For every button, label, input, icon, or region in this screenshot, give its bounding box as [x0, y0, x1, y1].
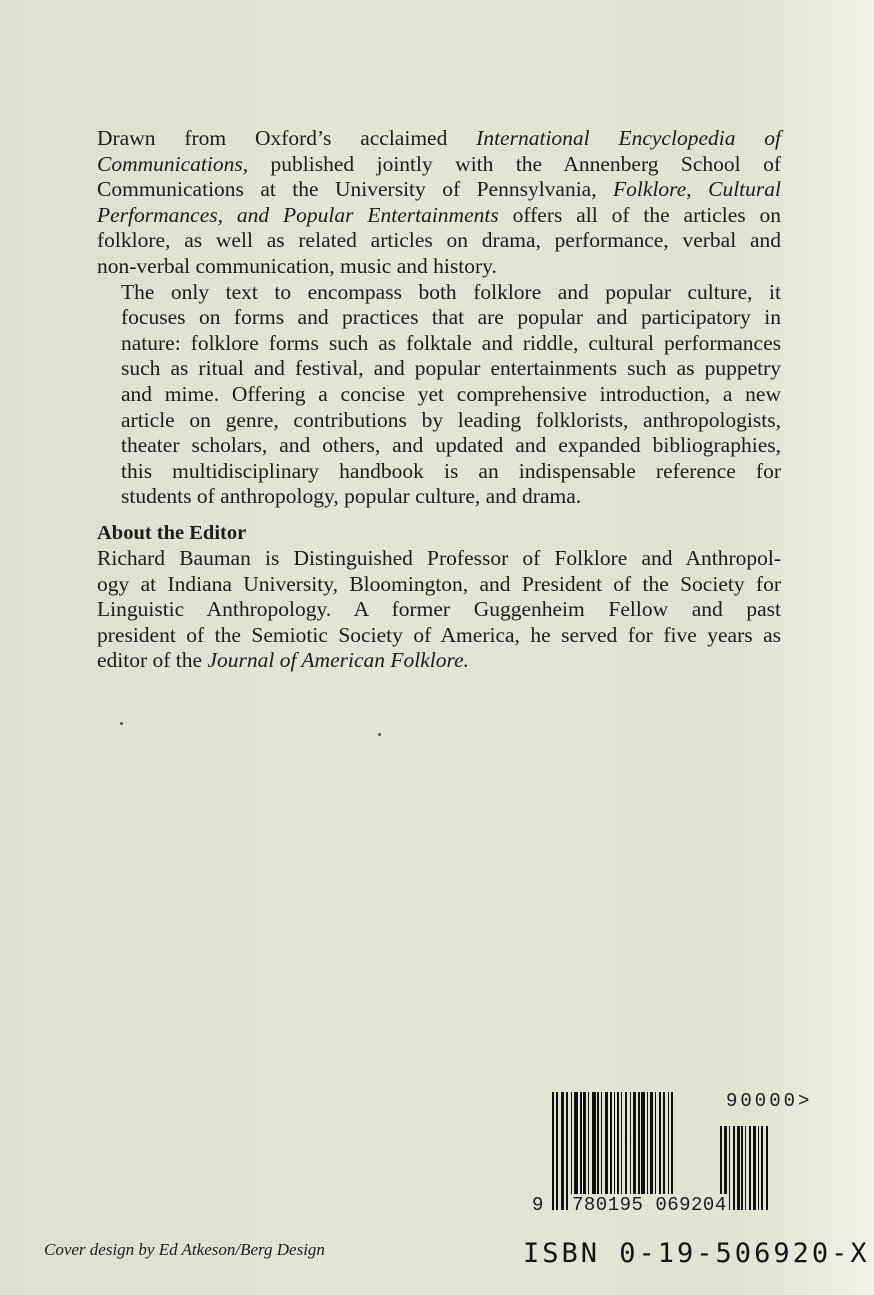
barcode-bar — [671, 1092, 673, 1210]
description-paragraph-1-line — [97, 177, 781, 203]
description-paragraph-1-line — [97, 126, 781, 152]
barcode-bar — [766, 1126, 768, 1210]
description-paragraph-1-line — [97, 203, 781, 229]
barcode-addon-bars — [720, 1126, 800, 1210]
description-paragraph-2-line — [97, 305, 781, 331]
text-run: Linguistic Anthropology. A former Guggenheim Fellow and past — [97, 597, 781, 622]
italic-title-text: International Encyclopedia of — [476, 126, 782, 150]
barcode-main-bars — [552, 1092, 722, 1210]
text-run: focuses on forms and practices that are popular and participatory in — [121, 305, 781, 330]
description-paragraph-2-line — [97, 382, 781, 408]
editor-bio-line — [97, 623, 781, 649]
text-run: The only text to encompass both folklore and popular culture, it — [121, 279, 781, 304]
editor-bio-line — [97, 572, 781, 598]
description-paragraph-2-line — [97, 280, 781, 306]
text-run: article on genre, contributions by leading folklorists, anthropologists, — [121, 407, 781, 432]
description-block — [97, 126, 781, 674]
barcode-first-digit: 9 — [532, 1194, 544, 1216]
description-paragraph-2-line — [97, 459, 781, 485]
description-paragraph-1-line — [97, 152, 781, 178]
italic-title-text: Performances, and Popular Entertainments — [97, 202, 499, 227]
text-run: offers all of the articles on — [498, 202, 781, 227]
description-paragraph-2 — [97, 280, 781, 510]
text-run: such as ritual and festival, and popular entertainments such as puppetry — [121, 356, 781, 381]
description-paragraph-1-line — [97, 228, 781, 254]
about-editor-heading: About the Editor — [97, 521, 247, 544]
italic-title-text: Communications, — [97, 151, 249, 176]
print-speck — [378, 733, 381, 736]
text-run: president of the Semiotic Society of America, he served for five years as — [97, 622, 781, 647]
text-run: and mime. Offering a concise yet comprehensive introduction, a new — [121, 381, 781, 406]
text-run: theater scholars, and others, and updated and expanded bibliographies, — [121, 433, 781, 458]
text-run: Richard Bauman is Distinguished Professor of Folklore and Anthropol- — [97, 545, 781, 570]
text-run: folklore, as well as related articles on drama, performance, verbal and — [97, 228, 781, 253]
barcode-addon-digits: 90000> — [726, 1090, 813, 1112]
text-run: non-verbal communication, music and history. — [97, 253, 497, 278]
barcode — [520, 1090, 820, 1230]
text-run: editor of the — [97, 648, 208, 673]
isbn-number: ISBN 0-19-506920-X — [523, 1238, 870, 1269]
description-paragraph-2-line — [97, 356, 781, 382]
text-run: students of anthropology, popular culture, and drama. — [121, 484, 582, 509]
editor-bio — [97, 546, 781, 674]
text-run: ogy at Indiana University, Bloomington, and President of the Society for — [97, 571, 781, 596]
cover-design-credit: Cover design by Ed Atkeson/Berg Design — [44, 1240, 325, 1259]
text-run: published jointly with the Annenberg School of — [248, 151, 781, 176]
description-paragraph-2-line — [97, 331, 781, 357]
italic-title-text: Folklore, Cultural — [613, 177, 781, 202]
text-run: nature: folklore forms such as folktale and riddle, cultural performances — [121, 330, 781, 355]
description-paragraph-1-line — [97, 254, 781, 280]
description-paragraph-2-line — [97, 433, 781, 459]
description-paragraph-2-line — [97, 408, 781, 434]
description-paragraph-1 — [97, 126, 781, 280]
text-run: this multidisciplinary handbook is an indispensable reference for — [121, 458, 781, 483]
text-run: Drawn from Oxford’s acclaimed — [97, 126, 477, 150]
text-run: Communications at the University of Pennsylvania, — [97, 177, 614, 202]
barcode-digits: 780195 069204 — [572, 1194, 727, 1216]
italic-title-text: Journal of American Folklore. — [207, 648, 469, 673]
description-paragraph-2-line — [97, 484, 781, 510]
editor-bio-line — [97, 648, 781, 674]
editor-bio-line — [97, 546, 781, 572]
editor-bio-line — [97, 597, 781, 623]
print-speck — [120, 722, 123, 725]
